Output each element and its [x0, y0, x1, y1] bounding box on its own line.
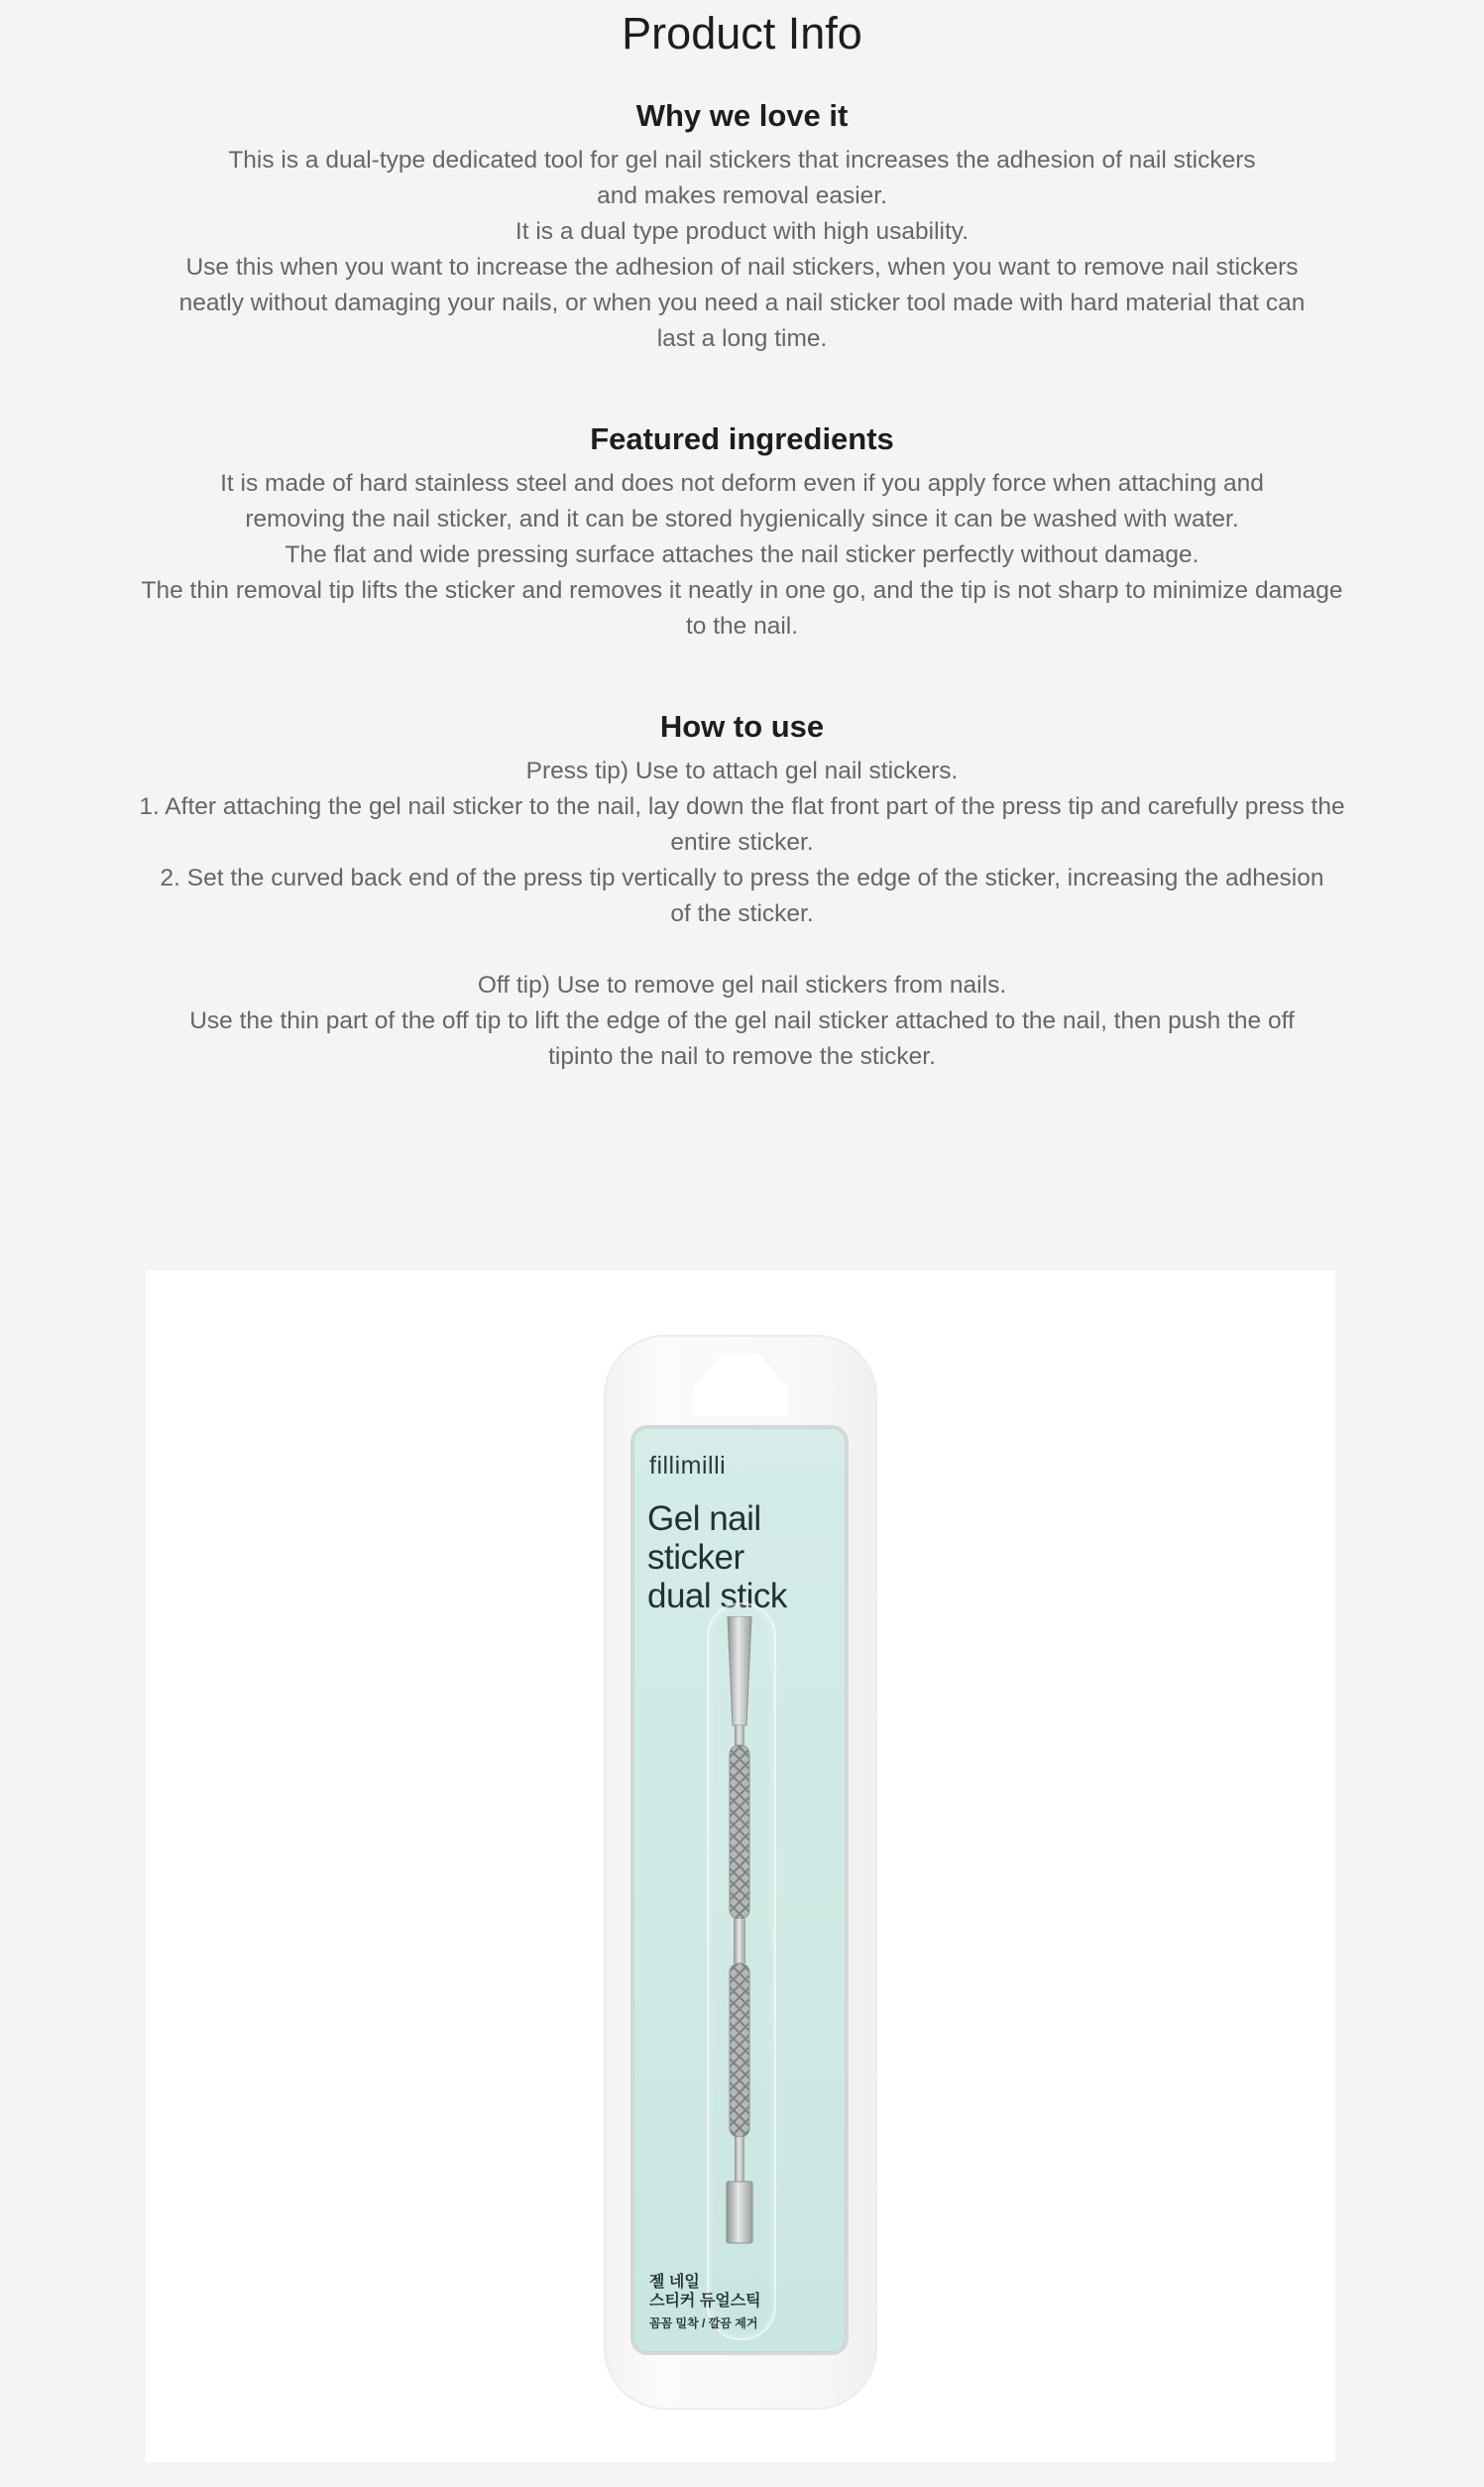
howto-line-4: Off tip) Use to remove gel nail stickers from nails.: [477, 972, 1007, 999]
product-name-line-3: dual stick: [647, 1577, 787, 1615]
section-body-why: [139, 143, 1345, 357]
why-line-1: This is a dual-type dedicated tool for gel nail stickers that increases the adhesion of nail stickers and makes removal easier.: [228, 147, 1256, 209]
howto-gap: [139, 932, 1345, 968]
product-card: [633, 1428, 846, 2352]
korean-name-line-2: 스티커 듀얼스틱: [649, 2293, 761, 2309]
howto-line-5: Use the thin part of the off tip to lift the edge of the gel nail sticker attached to the nail, then push the off tipinto the nail to remove the sticker.: [189, 1007, 1295, 1070]
hanger-hole: [693, 1355, 788, 1416]
dual-stick-tool-image: [716, 1616, 763, 2251]
product-name-line-2: sticker: [647, 1538, 744, 1577]
product-name-line-1: Gel nail: [647, 1499, 761, 1538]
ingredients-line-3: The thin removal tip lifts the sticker and removes it neatly in one go, and the tip is not sharp to minimize damage to the nail.: [141, 577, 1343, 640]
howto-line-1: Press tip) Use to attach gel nail stickers.: [525, 758, 959, 784]
product-image-panel: [146, 1270, 1335, 2462]
section-body-howto: [139, 754, 1345, 1075]
ingredients-line-1: It is made of hard stainless steel and does not deform even if you apply force when attaching and removing the nail sticker, and it can be stored hygienically since it can be washed with water.: [220, 470, 1264, 533]
product-name: [647, 1499, 836, 1615]
section-heading-howto: How to use: [659, 709, 825, 744]
korean-product-name: [649, 2273, 761, 2310]
howto-line-2: 1. After attaching the gel nail sticker to the nail, lay down the flat front part of the press tip and carefully press the entire sticker.: [139, 793, 1345, 856]
section-heading-ingredients: Featured ingredients: [590, 421, 894, 456]
why-line-3: Use this when you want to increase the adhesion of nail stickers, when you want to remove nail stickers neatly without damaging your nails, or when you need a nail sticker tool made with hard material that can last a long time.: [178, 254, 1306, 352]
page-title: Product Info: [622, 8, 862, 59]
howto-line-3: 2. Set the curved back end of the press tip vertically to press the edge of the sticker, increasing the adhesion of the sticker.: [160, 865, 1324, 927]
brand-logo: fillimilli: [649, 1452, 727, 1480]
why-line-2: It is a dual type product with high usability.: [514, 218, 970, 245]
section-how-to-use: [139, 706, 1345, 1075]
section-heading-why: Why we love it: [635, 98, 849, 133]
section-body-ingredients: [139, 466, 1345, 645]
korean-name-line-1: 젤 네일: [649, 2274, 700, 2291]
ingredients-line-2: The flat and wide pressing surface attaches the nail sticker perfectly without damage.: [285, 541, 1199, 568]
korean-tagline: 꼼꼼 밀착 / 깔끔 제거: [649, 2316, 758, 2330]
blister-package: [606, 1337, 875, 2408]
section-featured-ingredients: [139, 418, 1345, 645]
section-why-we-love-it: [139, 95, 1345, 357]
